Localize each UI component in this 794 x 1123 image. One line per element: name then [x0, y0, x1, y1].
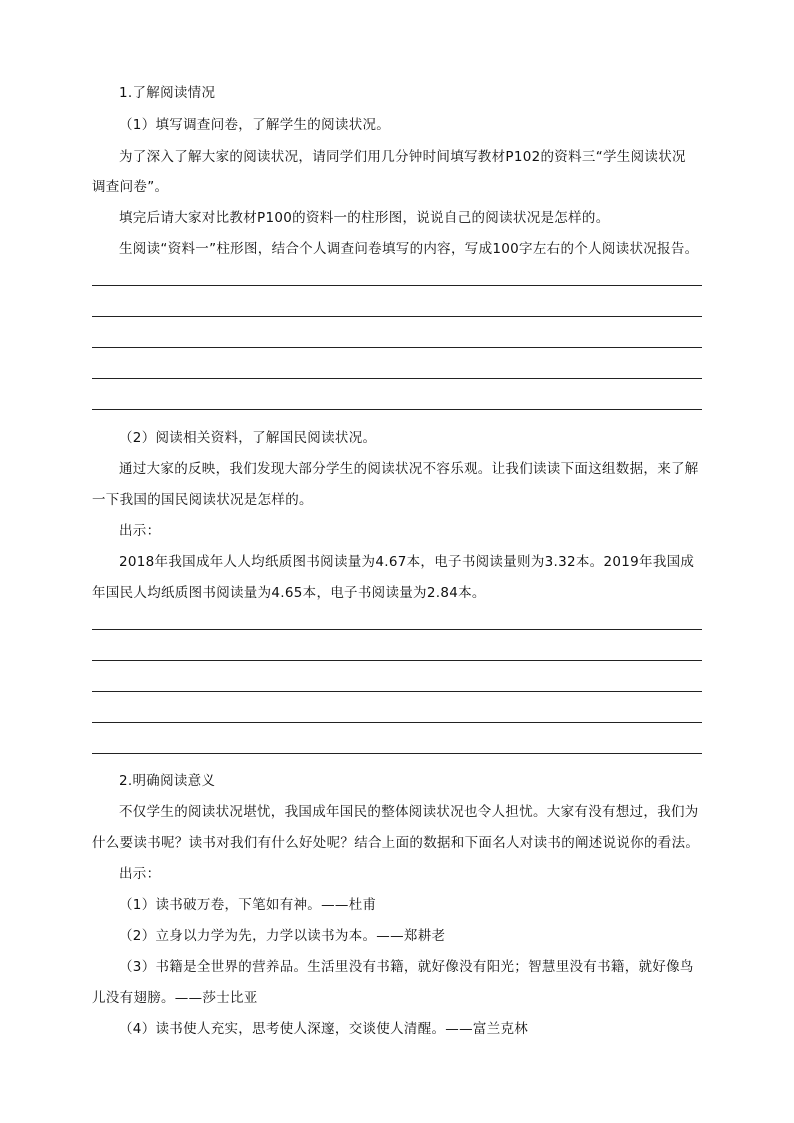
writing-line[interactable] [92, 316, 702, 317]
writing-line[interactable] [92, 722, 702, 723]
writing-line[interactable] [92, 378, 702, 379]
sub1-paragraph1-line2: 调查问卷”。 [92, 179, 169, 195]
writing-line[interactable] [92, 629, 702, 630]
quote-1: （1）读书破万卷，下笔如有神。——杜甫 [119, 897, 377, 913]
sub1-paragraph2: 填完后请大家对比教材P100的资料一的柱形图，说说自己的阅读状况是怎样的。 [119, 210, 610, 226]
sub2-paragraph1-line2: 一下我国的国民阅读状况是怎样的。 [92, 492, 313, 508]
writing-line[interactable] [92, 691, 702, 692]
writing-line[interactable] [92, 285, 702, 286]
sub2-show-label: 出示： [119, 523, 161, 539]
section2-paragraph-line2: 什么要读书呢？读书对我们有什么好处呢？结合上面的数据和下面名人对读书的阐述说说你的看法。 [92, 835, 700, 851]
sub2-paragraph1-line1: 通过大家的反映，我们发现大部分学生的阅读状况不容乐观。让我们读读下面这组数据，来了解 [119, 461, 699, 477]
section2-paragraph-line1: 不仅学生的阅读状况堪忧，我国成年国民的整体阅读状况也令人担忧。大家有没有想过，我们为 [119, 804, 699, 820]
quote-3-line1: （3）书籍是全世界的营养品。生活里没有书籍，就好像没有阳光；智慧里没有书籍，就好像鸟 [119, 959, 694, 975]
quote-2: （2）立身以力学为先，力学以读书为本。——郑耕老 [119, 928, 446, 944]
section2-show-label: 出示： [119, 866, 161, 882]
sub1-title: （1）填写调查问卷，了解学生的阅读状况。 [119, 117, 391, 133]
sub2-data-line2: 年国民人均纸质图书阅读量为4.65本，电子书阅读量为2.84本。 [92, 585, 486, 601]
writing-line[interactable] [92, 347, 702, 348]
sub2-data-line1: 2018年我国成年人人均纸质图书阅读量为4.67本，电子书阅读量则为3.32本。2019年我国成 [119, 554, 695, 570]
writing-line[interactable] [92, 660, 702, 661]
sub2-title: （2）阅读相关资料，了解国民阅读状况。 [119, 430, 377, 446]
writing-line[interactable] [92, 753, 702, 754]
writing-line[interactable] [92, 409, 702, 410]
section1-heading: 1.了解阅读情况 [119, 85, 216, 101]
sub1-paragraph3: 生阅读“资料一”柱形图，结合个人调查问卷填写的内容，写成100字左右的个人阅读状况报告。 [119, 241, 699, 257]
sub1-paragraph1-line1: 为了深入了解大家的阅读状况，请同学们用几分钟时间填写教材P102的资料三“学生阅读状况 [119, 149, 686, 165]
quote-3-line2: 儿没有翅膀。——莎士比亚 [92, 990, 258, 1006]
quote-4: （4）读书使人充实，思考使人深邃，交谈使人清醒。——富兰克林 [119, 1021, 529, 1037]
section2-heading: 2.明确阅读意义 [119, 773, 216, 789]
